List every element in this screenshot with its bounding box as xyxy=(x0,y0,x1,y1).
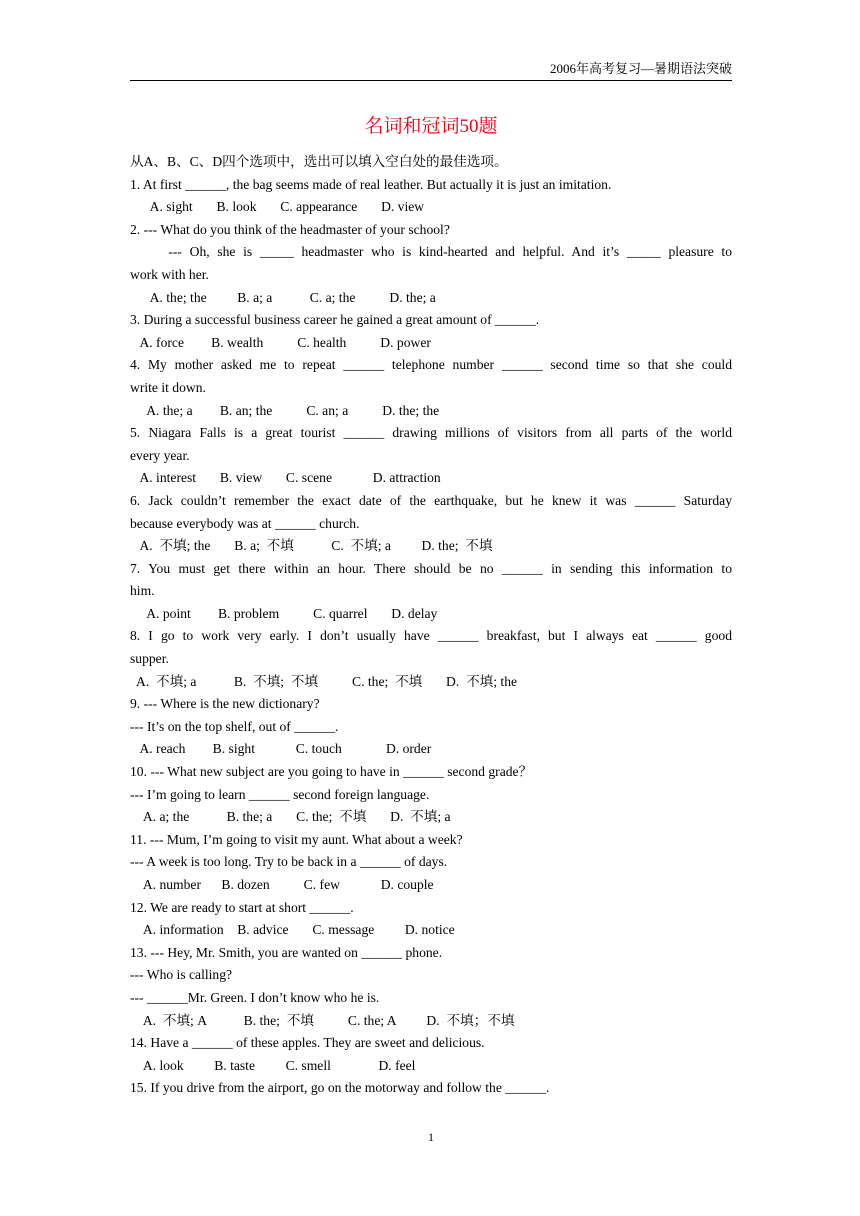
question-list xyxy=(130,151,732,1100)
question-text: 7. You must get there within an hour. There should be no ______ in sending this information to xyxy=(130,560,732,576)
question-item xyxy=(130,897,732,942)
question-text: 1. At first ______, the bag seems made of real leather. But actually it is just an imitation. xyxy=(130,176,612,192)
question-text: 10. --- What new subject are you going to have in ______ second grade？ xyxy=(130,764,533,780)
answer-options: A. number B. dozen C. few D. couple xyxy=(130,877,434,892)
question-text: 14. Have a ______ of these apples. They are sweet and delicious. xyxy=(130,1035,485,1051)
answer-options: A. 不填; the B. a; 不填 C. 不填; a D. the; 不填 xyxy=(130,538,493,554)
question-item xyxy=(130,558,732,626)
question-item xyxy=(130,422,732,490)
question-text: write it down. xyxy=(130,379,206,395)
question-item xyxy=(130,761,732,829)
question-item xyxy=(130,309,732,354)
answer-options: A. 不填; A B. the; 不填 C. the; A D. 不填；不填 xyxy=(130,1012,515,1028)
question-text: --- ______Mr. Green. I don’t know who he is. xyxy=(130,989,380,1005)
page-header: 2006年高考复习—暑期语法突破 xyxy=(549,61,732,76)
question-text: 9. --- Where is the new dictionary? xyxy=(130,696,320,712)
question-text: 4. My mother asked me to repeat ______ telephone number ______ second time so that she could xyxy=(130,357,732,373)
question-text: --- Oh, she is _____ headmaster who is kind-hearted and helpful. And it’s _____ pleasure to xyxy=(130,244,732,260)
answer-options: A. force B. wealth C. health D. power xyxy=(130,334,431,350)
question-item xyxy=(130,829,732,897)
question-text: 15. If you drive from the airport, go on the motorway and follow the ______. xyxy=(130,1080,550,1096)
question-item xyxy=(130,354,732,422)
question-text: --- Who is calling? xyxy=(130,967,233,983)
page-number: 1 xyxy=(428,1130,434,1144)
answer-options: A. sight B. look C. appearance D. view xyxy=(130,199,425,215)
question-item xyxy=(130,693,732,761)
question-text: 6. Jack couldn’t remember the exact date of the earthquake, but he knew it was ______ Saturday xyxy=(130,492,732,508)
question-text: 13. --- Hey, Mr. Smith, you are wanted on ______ phone. xyxy=(130,944,443,960)
question-item xyxy=(130,1032,732,1077)
question-text: 3. During a successful business career he gained a great amount of ______. xyxy=(130,312,540,328)
question-text: every year. xyxy=(130,447,190,463)
question-item xyxy=(130,625,732,693)
answer-options: A. the; the B. a; a C. a; the D. the; a xyxy=(130,289,436,305)
question-text: --- A week is too long. Try to be back in a ______ of days. xyxy=(130,854,448,870)
question-text: supper. xyxy=(130,651,169,667)
instruction-text: 从A、B、C、D四个选项中，选出可以填入空白处的最佳选项。 xyxy=(130,154,508,169)
question-text: because everybody was at ______ church. xyxy=(130,515,360,531)
question-text: him. xyxy=(130,583,155,599)
answer-options: A. a; the B. the; a C. the; 不填 D. 不填; a xyxy=(130,809,451,825)
question-item xyxy=(130,1077,732,1100)
question-item xyxy=(130,219,732,309)
answer-options: A. the; a B. an; the C. an; a D. the; the xyxy=(130,402,440,418)
question-text: --- It’s on the top shelf, out of ______. xyxy=(130,718,339,734)
answer-options: A. point B. problem C. quarrel D. delay xyxy=(130,605,438,621)
question-item xyxy=(130,942,732,1032)
answer-options: A. reach B. sight C. touch D. order xyxy=(130,741,432,757)
question-text: 5. Niagara Falls is a great tourist ______ drawing millions of visitors from all parts of the world xyxy=(130,425,732,441)
question-text: 11. --- Mum, I’m going to visit my aunt. What about a week? xyxy=(130,831,463,847)
answer-options: A. look B. taste C. smell D. feel xyxy=(130,1057,416,1073)
answer-options: A. information B. advice C. message D. notice xyxy=(130,922,455,938)
question-item xyxy=(130,174,732,219)
document-title: 名词和冠词50题 xyxy=(364,116,498,137)
header-divider xyxy=(130,80,732,81)
question-text: work with her. xyxy=(130,266,209,282)
question-text: 12. We are ready to start at short ______. xyxy=(130,899,354,915)
question-text: 8. I go to work very early. I don’t usually have ______ breakfast, but I always eat ______ good xyxy=(130,628,732,644)
answer-options: A. interest B. view C. scene D. attraction xyxy=(130,470,441,486)
question-text: --- I’m going to learn ______ second foreign language. xyxy=(130,786,430,802)
answer-options: A. 不填; a B. 不填; 不填 C. the; 不填 D. 不填; the xyxy=(130,673,518,689)
question-text: 2. --- What do you think of the headmaster of your school? xyxy=(130,221,450,237)
question-item xyxy=(130,490,732,558)
